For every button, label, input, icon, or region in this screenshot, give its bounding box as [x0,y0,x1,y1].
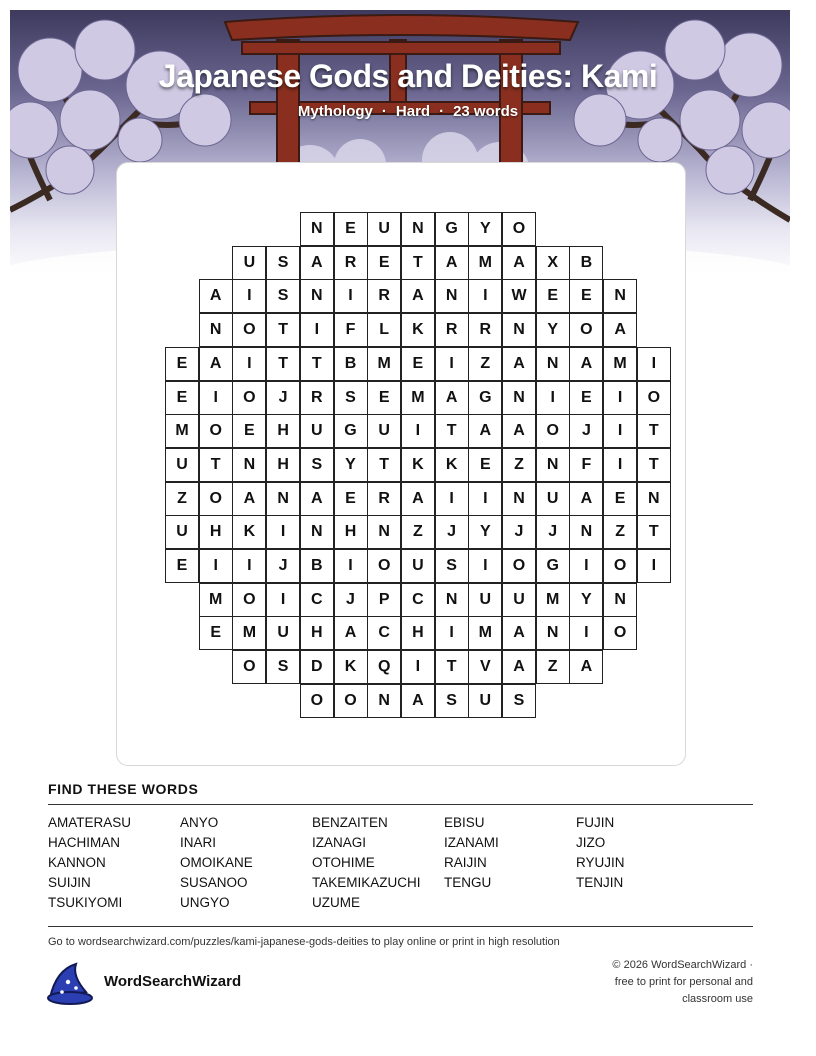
grid-cell[interactable]: Z [536,650,570,684]
grid-cell[interactable]: O [334,684,368,718]
grid-cell[interactable]: A [502,616,536,650]
grid-cell[interactable]: M [367,347,401,381]
grid-cell[interactable]: O [367,549,401,583]
grid-cell[interactable]: E [232,414,266,448]
grid-cell[interactable]: I [266,515,300,549]
grid-cell[interactable]: A [199,279,233,313]
grid-cell[interactable]: Z [401,515,435,549]
grid-cell[interactable]: U [367,414,401,448]
grid-cell[interactable]: A [569,650,603,684]
grid-cell[interactable]: I [536,381,570,415]
grid-cell[interactable]: S [334,381,368,415]
word-list [48,813,753,913]
grid-cell[interactable]: F [569,448,603,482]
grid-cell[interactable]: G [435,212,469,246]
grid-cell[interactable]: I [334,279,368,313]
grid-cell[interactable]: J [435,515,469,549]
difficulty-label: Hard [395,103,431,120]
grid-cell[interactable]: O [502,212,536,246]
grid-cell[interactable]: O [603,549,637,583]
grid-cell[interactable]: A [502,414,536,448]
grid-cell[interactable]: N [536,347,570,381]
grid-cell[interactable]: V [468,650,502,684]
grid-cell[interactable]: D [300,650,334,684]
grid-cell[interactable]: N [367,684,401,718]
word-item: BENZAITEN [312,815,388,830]
grid-cell[interactable]: O [536,414,570,448]
grid-cell[interactable]: A [603,313,637,347]
grid-cell[interactable]: N [300,212,334,246]
grid-cell[interactable]: O [232,650,266,684]
grid-cell[interactable]: I [435,347,469,381]
grid-cell[interactable]: Y [569,583,603,617]
copyright-line: free to print for personal and [614,976,753,988]
word-item: TAKEMIKAZUCHI [312,875,421,890]
grid-cell[interactable]: E [603,482,637,516]
grid-cell[interactable]: A [468,414,502,448]
grid-cell[interactable]: U [165,515,199,549]
grid-cell[interactable]: A [401,684,435,718]
grid-cell[interactable]: C [300,583,334,617]
grid-cell[interactable]: N [401,212,435,246]
grid-cell[interactable]: E [536,279,570,313]
grid-cell[interactable]: T [637,448,671,482]
word-item: OMOIKANE [180,855,253,870]
grid-cell[interactable]: O [569,313,603,347]
grid-cell[interactable]: N [569,515,603,549]
word-item: IZANAMI [444,835,499,850]
grid-cell[interactable]: A [435,381,469,415]
grid-cell[interactable]: H [266,414,300,448]
grid-cell[interactable]: N [435,583,469,617]
grid-cell[interactable]: E [401,347,435,381]
separator: · [439,103,445,120]
grid-cell[interactable]: G [334,414,368,448]
grid-cell[interactable]: H [300,616,334,650]
grid-cell[interactable]: R [468,313,502,347]
grid-cell[interactable]: U [266,616,300,650]
word-item: KANNON [48,855,106,870]
grid-cell[interactable]: I [637,347,671,381]
grid-cell[interactable]: A [300,482,334,516]
grid-cell[interactable]: O [300,684,334,718]
grid-cell[interactable]: E [468,448,502,482]
word-item: SUSANOO [180,875,248,890]
grid-cell[interactable]: S [300,448,334,482]
grid-cell[interactable]: I [232,549,266,583]
word-item: TSUKIYOMI [48,895,123,910]
grid-cell[interactable]: N [266,482,300,516]
grid-cell[interactable]: I [401,414,435,448]
word-item: IZANAGI [312,835,367,850]
grid-cell[interactable]: O [232,381,266,415]
grid-cell[interactable]: E [165,549,199,583]
grid-cell[interactable]: O [199,414,233,448]
grid-cell[interactable]: N [300,515,334,549]
grid-cell[interactable]: J [266,381,300,415]
grid-cell[interactable]: I [401,650,435,684]
grid-cell[interactable]: S [266,650,300,684]
grid-cell[interactable]: P [367,583,401,617]
grid-cell[interactable]: R [300,381,334,415]
word-item: UZUME [312,895,360,910]
grid-cell[interactable]: O [232,583,266,617]
grid-cell[interactable]: T [637,515,671,549]
grid-cell[interactable]: K [401,448,435,482]
grid-cell[interactable]: J [536,515,570,549]
grid-cell[interactable]: O [603,616,637,650]
grid-cell[interactable]: I [199,549,233,583]
grid-cell[interactable]: A [569,347,603,381]
grid-cell[interactable]: B [334,347,368,381]
word-item: TENJIN [576,875,624,890]
grid-cell[interactable]: N [603,583,637,617]
word-item: INARI [180,835,217,850]
grid-cell[interactable]: K [334,650,368,684]
category-label: Mythology [297,103,373,120]
word-item: ANYO [180,815,219,830]
word-item: UNGYO [180,895,230,910]
grid-cell[interactable]: N [367,515,401,549]
grid-cell[interactable]: A [435,246,469,280]
grid-cell[interactable]: N [603,279,637,313]
copyright-line: © 2026 WordSearchWizard · [612,959,753,971]
grid-cell[interactable]: U [401,549,435,583]
grid-cell[interactable]: R [367,482,401,516]
divider [48,926,753,927]
word-item: OTOHIME [312,855,375,870]
grid-cell[interactable]: O [232,313,266,347]
grid-cell[interactable]: N [502,482,536,516]
grid-cell[interactable]: Y [536,313,570,347]
grid-cell[interactable]: E [334,482,368,516]
grid-cell[interactable]: U [165,448,199,482]
word-item: TENGU [444,875,492,890]
grid-cell[interactable]: U [367,212,401,246]
grid-cell[interactable]: H [266,448,300,482]
grid-cell[interactable]: Y [334,448,368,482]
grid-cell[interactable]: A [401,279,435,313]
grid-cell[interactable]: I [468,482,502,516]
grid-cell[interactable]: T [637,414,671,448]
grid-cell[interactable]: W [502,279,536,313]
grid-cell[interactable]: R [334,246,368,280]
grid-cell[interactable]: Y [468,515,502,549]
grid-cell[interactable]: G [468,381,502,415]
word-item: EBISU [444,815,485,830]
grid-cell[interactable]: I [199,381,233,415]
grid-cell[interactable]: N [199,313,233,347]
grid-cell[interactable]: J [266,549,300,583]
grid-cell[interactable]: N [637,482,671,516]
grid-cell[interactable]: N [435,279,469,313]
grid-cell[interactable]: S [266,279,300,313]
grid-cell[interactable]: S [435,684,469,718]
grid-cell[interactable]: M [199,583,233,617]
grid-cell[interactable]: A [569,482,603,516]
grid-cell[interactable]: S [502,684,536,718]
grid-cell[interactable]: Z [603,515,637,549]
grid-cell[interactable]: S [435,549,469,583]
grid-cell[interactable]: A [502,347,536,381]
page-title: Japanese Gods and Deities: Kami [158,58,658,94]
grid-cell[interactable]: Q [367,650,401,684]
grid-cell[interactable]: H [334,515,368,549]
grid-cell[interactable]: A [502,246,536,280]
grid-cell[interactable]: I [232,279,266,313]
grid-cell[interactable]: U [468,583,502,617]
word-item: RYUJIN [576,855,625,870]
grid-cell[interactable]: T [401,246,435,280]
grid-cell[interactable]: J [569,414,603,448]
word-item: SUIJIN [48,875,91,890]
grid-cell[interactable]: C [401,583,435,617]
grid-cell[interactable]: O [199,482,233,516]
grid-cell[interactable]: B [300,549,334,583]
grid-cell[interactable]: A [300,246,334,280]
torii-gate [225,15,578,180]
grid-cell[interactable]: E [569,279,603,313]
grid-cell[interactable]: G [536,549,570,583]
grid-cell[interactable]: I [603,414,637,448]
grid-cell[interactable]: R [367,279,401,313]
grid-cell[interactable]: K [435,448,469,482]
brand-name: WordSearchWizard [104,973,242,990]
grid-cell[interactable]: I [435,482,469,516]
grid-cell[interactable]: J [334,583,368,617]
word-item: FUJIN [576,815,615,830]
grid-cell[interactable]: U [300,414,334,448]
grid-cell[interactable]: T [300,347,334,381]
word-item: JIZO [576,835,606,850]
grid-cell[interactable]: N [536,616,570,650]
grid-cell[interactable]: I [468,549,502,583]
grid-cell[interactable]: E [569,381,603,415]
grid-cell[interactable]: N [232,448,266,482]
grid-cell[interactable]: K [232,515,266,549]
grid-cell[interactable]: N [502,381,536,415]
divider [48,804,753,805]
copyright [573,957,753,1008]
grid-cell[interactable]: Y [468,212,502,246]
grid-cell[interactable]: A [232,482,266,516]
grid-cell[interactable]: I [569,549,603,583]
grid-cell[interactable]: E [334,212,368,246]
word-item: RAIJIN [444,855,487,870]
grid-cell[interactable]: S [266,246,300,280]
grid-cell[interactable]: R [435,313,469,347]
grid-cell[interactable]: T [435,650,469,684]
grid-cell[interactable]: I [603,448,637,482]
grid-cell[interactable]: K [401,313,435,347]
grid-cell[interactable]: I [603,381,637,415]
grid-cell[interactable]: M [468,616,502,650]
grid-cell[interactable]: B [569,246,603,280]
grid-cell[interactable]: M [468,246,502,280]
grid-cell[interactable]: J [502,515,536,549]
grid-cell[interactable]: N [536,448,570,482]
grid-cell[interactable]: U [536,482,570,516]
grid-cell[interactable]: E [367,246,401,280]
grid-cell[interactable]: U [468,684,502,718]
copyright-line: classroom use [682,993,753,1005]
grid-cell[interactable]: L [367,313,401,347]
grid-cell[interactable]: U [232,246,266,280]
grid-cell[interactable]: E [367,381,401,415]
grid-cell[interactable]: I [637,549,671,583]
wizard-hat-icon [46,962,94,1006]
grid-cell[interactable]: I [232,347,266,381]
grid-cell[interactable]: E [165,381,199,415]
word-list-heading: FIND THESE WORDS [48,781,199,797]
grid-cell[interactable]: T [266,313,300,347]
grid-cell[interactable]: I [334,549,368,583]
puzzle-meta [0,103,816,120]
grid-cell[interactable]: I [569,616,603,650]
grid-cell[interactable]: M [232,616,266,650]
grid-cell[interactable]: M [165,414,199,448]
grid-cell[interactable]: O [502,549,536,583]
grid-cell[interactable]: I [435,616,469,650]
grid-cell[interactable]: A [334,616,368,650]
grid-cell[interactable]: F [334,313,368,347]
grid-cell[interactable]: T [266,347,300,381]
separator: · [381,103,387,120]
grid-cell[interactable]: E [165,347,199,381]
grid-cell[interactable]: Z [502,448,536,482]
grid-cell[interactable]: U [502,583,536,617]
grid-cell[interactable]: T [199,448,233,482]
grid-cell[interactable]: A [401,482,435,516]
word-count-label: 23 words [453,103,519,120]
grid-cell[interactable]: Z [468,347,502,381]
grid-cell[interactable]: M [401,381,435,415]
grid-cell[interactable]: N [502,313,536,347]
grid-cell[interactable]: I [300,313,334,347]
grid-cell[interactable]: X [536,246,570,280]
grid-cell[interactable]: I [266,583,300,617]
word-item: AMATERASU [48,815,132,830]
grid-cell[interactable]: N [300,279,334,313]
grid-cell[interactable]: A [199,347,233,381]
grid-cell[interactable]: Z [165,482,199,516]
grid-cell[interactable]: M [536,583,570,617]
grid-cell[interactable]: T [367,448,401,482]
grid-cell[interactable]: E [199,616,233,650]
grid-cell[interactable]: T [435,414,469,448]
puzzle-card [116,162,686,766]
grid-cell[interactable]: O [637,381,671,415]
grid-cell[interactable]: M [603,347,637,381]
grid-cell[interactable]: I [468,279,502,313]
grid-cell[interactable]: H [199,515,233,549]
grid-cell[interactable]: A [502,650,536,684]
grid-cell[interactable]: H [401,616,435,650]
word-item: HACHIMAN [48,835,121,850]
footer-link[interactable]: Go to wordsearchwizard.com/puzzles/kami-japanese-gods-deities to play online or print in high resolution [48,936,560,948]
grid-cell[interactable]: C [367,616,401,650]
